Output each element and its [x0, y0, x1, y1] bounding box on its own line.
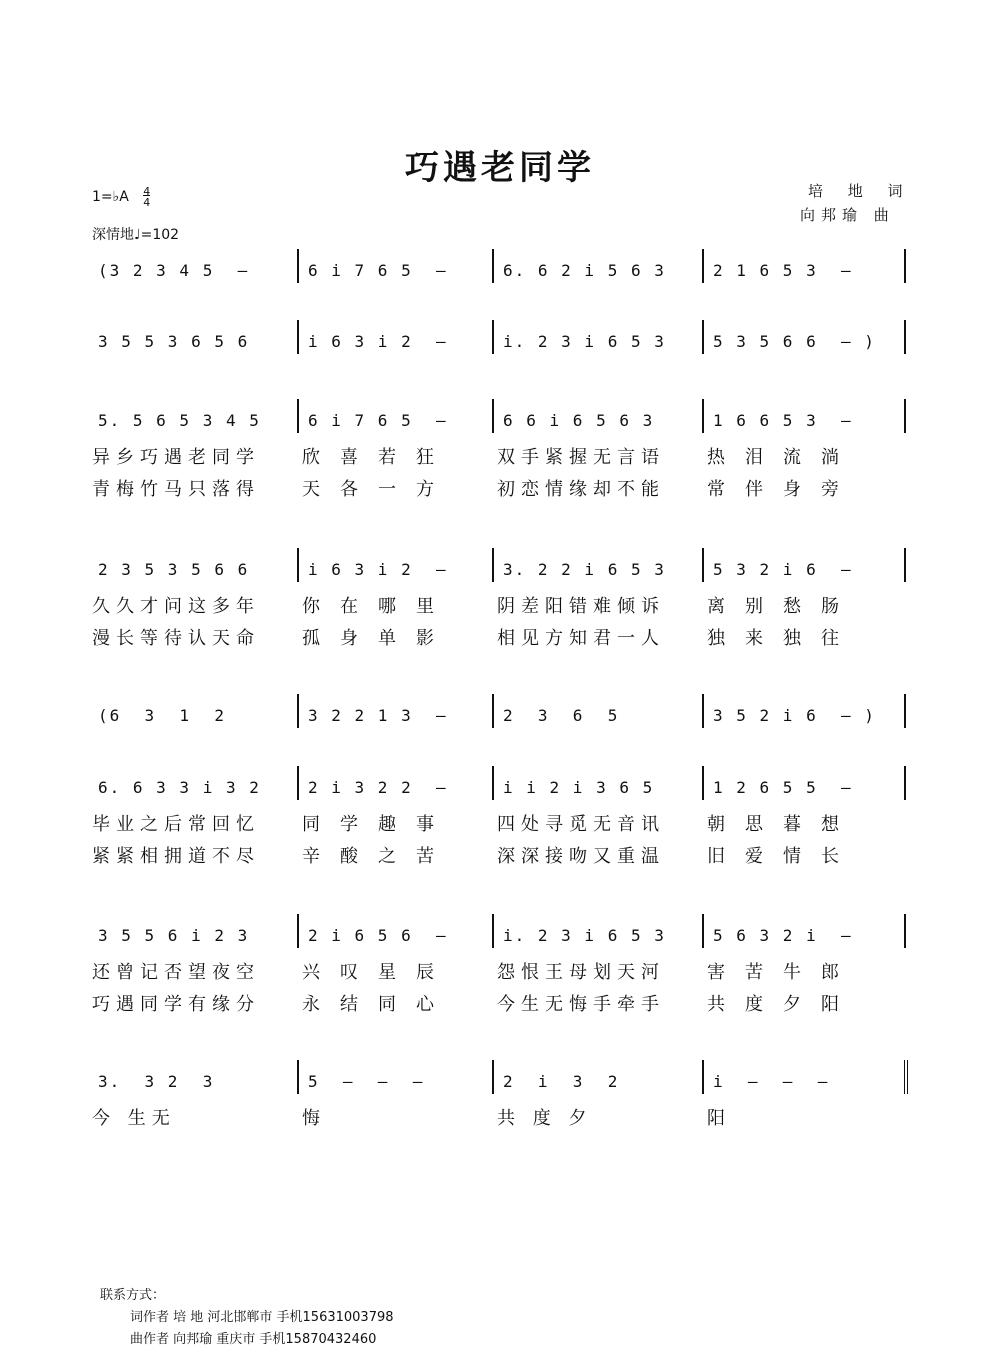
bar-line: [904, 1060, 908, 1094]
bar-line: [492, 320, 494, 354]
measure: i 6 3 i 2 –: [308, 559, 448, 579]
measure: 5 – – –: [308, 1071, 425, 1091]
bar-line: [492, 914, 494, 948]
contact-line-composer: 曲作者 向邦瑜 重庆市 手机15870432460: [130, 1332, 377, 1347]
key-signature: [92, 186, 150, 208]
lyric-segment: 共度夕阳: [707, 994, 859, 1015]
bar-line: [904, 320, 906, 354]
lyric-segment: 你在哪里: [302, 596, 454, 617]
lyric-segment: 阳: [707, 1108, 745, 1129]
time-signature: $\frac{4}{4}$: [143, 185, 151, 209]
bar-line: [297, 249, 299, 283]
lyric-segment: 毕业之后常回忆: [92, 814, 260, 835]
notation-system: [92, 920, 912, 950]
lyric-segment: 怨恨王母划天河: [497, 962, 665, 983]
bar-line: [297, 399, 299, 433]
lyric-segment: 久久才问这多年: [92, 596, 260, 617]
measure: i 6 3 i 2 –: [308, 331, 448, 351]
lyric-segment: 共 度 夕: [497, 1108, 593, 1129]
bar-line: [904, 914, 906, 948]
bar-line: [492, 249, 494, 283]
notation-system: [92, 405, 912, 435]
measure: 3. 2 2 i 6 5 3: [503, 559, 666, 579]
lyric-line: [92, 592, 912, 616]
bar-line: [297, 1060, 299, 1094]
bar-line: [904, 249, 906, 283]
bar-line: [904, 766, 906, 800]
lyric-line: [92, 443, 912, 467]
lyric-segment: 异乡巧遇老同学: [92, 447, 260, 468]
measure: 5 6 3 2 i –: [713, 925, 853, 945]
lyric-segment: 辛酸之苦: [302, 846, 454, 867]
lyric-segment: 巧遇同学有缘分: [92, 994, 260, 1015]
lyric-segment: 四处寻觅无音讯: [497, 814, 665, 835]
bar-line: [904, 548, 906, 582]
notation-system: [92, 772, 912, 802]
measure: 6 i 7 6 5 –: [308, 260, 448, 280]
bar-line: [702, 320, 704, 354]
lyric-segment: 阴差阳错难倾诉: [497, 596, 665, 617]
song-title: 巧遇老同学: [405, 148, 595, 188]
lyric-line: [92, 624, 912, 648]
lyric-segment: 孤身单影: [302, 628, 454, 649]
bar-line: [702, 914, 704, 948]
measure: 2 i 6 5 6 –: [308, 925, 448, 945]
lyric-segment: 天各一方: [302, 479, 454, 500]
measure: 6 i 7 6 5 –: [308, 410, 448, 430]
bar-line: [492, 694, 494, 728]
lyric-segment: 朝思暮想: [707, 814, 859, 835]
measure: 2 3 5 3 5 6 6: [98, 559, 250, 579]
lyric-segment: 今生无悔手牵手: [497, 994, 665, 1015]
lyric-segment: 常伴身旁: [707, 479, 859, 500]
bar-line: [297, 320, 299, 354]
measure: 3 2 2 1 3 –: [308, 705, 448, 725]
measure: 1 2 6 5 5 –: [713, 777, 853, 797]
measure: i i 2 i 3 6 5: [503, 777, 655, 797]
contact-line-lyricist: 词作者 培 地 河北邯郸市 手机15631003798: [130, 1310, 394, 1325]
lyric-segment: 还曾记否望夜空: [92, 962, 260, 983]
measure: (3 2 3 4 5 –: [98, 260, 250, 280]
notation-system: [92, 700, 912, 730]
notation-system: [92, 326, 912, 356]
bar-line: [492, 399, 494, 433]
bar-line: [492, 548, 494, 582]
measure: i – – –: [713, 1071, 830, 1091]
bar-line: [297, 694, 299, 728]
bar-line: [297, 914, 299, 948]
measure: 2 i 3 2 2 –: [308, 777, 448, 797]
measure: i. 2 3 i 6 5 3: [503, 331, 666, 351]
lyric-segment: 青梅竹马只落得: [92, 479, 260, 500]
bar-line: [702, 766, 704, 800]
measure: i. 2 3 i 6 5 3: [503, 925, 666, 945]
measure: 3. 3 2 3: [98, 1071, 215, 1091]
measure: 3 5 5 6 i 2 3: [98, 925, 250, 945]
bar-line: [297, 766, 299, 800]
lyric-segment: 深深接吻又重温: [497, 846, 665, 867]
bar-line: [297, 548, 299, 582]
bar-line: [702, 399, 704, 433]
bar-line: [702, 548, 704, 582]
lyric-segment: 欣喜若狂: [302, 447, 454, 468]
lyric-line: [92, 810, 912, 834]
bar-line: [904, 399, 906, 433]
measure: 6. 6 2 i 5 6 3: [503, 260, 666, 280]
notation-system: [92, 1066, 912, 1096]
notation-system: [92, 255, 912, 285]
measure: 6 6 i 6 5 6 3: [503, 410, 655, 430]
measure: 6. 6 3 3 i 3 2: [98, 777, 261, 797]
tempo-marking: 深情地♩=102: [92, 227, 180, 243]
lyric-line: [92, 1104, 912, 1128]
lyric-segment: 独来独往: [707, 628, 859, 649]
lyric-segment: 同学趣事: [302, 814, 454, 835]
bar-line: [702, 1060, 704, 1094]
measure: 5 3 5 6 6 – ): [713, 331, 876, 351]
lyric-segment: 初恋情缘却不能: [497, 479, 665, 500]
bar-line: [492, 766, 494, 800]
measure: (6 3 1 2: [98, 705, 226, 725]
bar-line: [702, 694, 704, 728]
lyric-segment: 害苦牛郎: [707, 962, 859, 983]
lyric-segment: 漫长等待认天命: [92, 628, 260, 649]
measure: 3 5 2 i 6 – ): [713, 705, 876, 725]
lyric-line: [92, 958, 912, 982]
measure: 2 1 6 5 3 –: [713, 260, 853, 280]
bar-line: [492, 1060, 494, 1094]
measure: 2 i 3 2: [503, 1071, 620, 1091]
notation-system: [92, 554, 912, 584]
lyric-segment: 永结同心: [302, 994, 454, 1015]
key-label: 1=♭A: [92, 189, 129, 205]
bar-line: [904, 694, 906, 728]
lyric-segment: 今 生无: [92, 1108, 176, 1129]
lyric-line: [92, 842, 912, 866]
lyric-line: [92, 475, 912, 499]
lyric-segment: 悔: [302, 1108, 340, 1129]
measure: 1 6 6 5 3 –: [713, 410, 853, 430]
measure: 3 5 5 3 6 5 6: [98, 331, 250, 351]
lyric-segment: 相见方知君一人: [497, 628, 665, 649]
lyric-segment: 离别愁肠: [707, 596, 859, 617]
contact-heading: 联系方式：: [100, 1288, 166, 1303]
lyric-segment: 兴叹星辰: [302, 962, 454, 983]
lyric-segment: 紧紧相拥道不尽: [92, 846, 260, 867]
lyric-segment: 热泪流淌: [707, 447, 859, 468]
lyric-segment: 双手紧握无言语: [497, 447, 665, 468]
composer-credit: 向邦瑜 曲: [800, 206, 895, 224]
lyric-segment: 旧爱情长: [707, 846, 859, 867]
lyricist-credit: 培 地 词: [808, 182, 913, 200]
measure: 5 3 2 i 6 –: [713, 559, 853, 579]
lyric-line: [92, 990, 912, 1014]
measure: 2 3 6 5: [503, 705, 620, 725]
measure: 5. 5 6 5 3 4 5: [98, 410, 261, 430]
bar-line: [702, 249, 704, 283]
